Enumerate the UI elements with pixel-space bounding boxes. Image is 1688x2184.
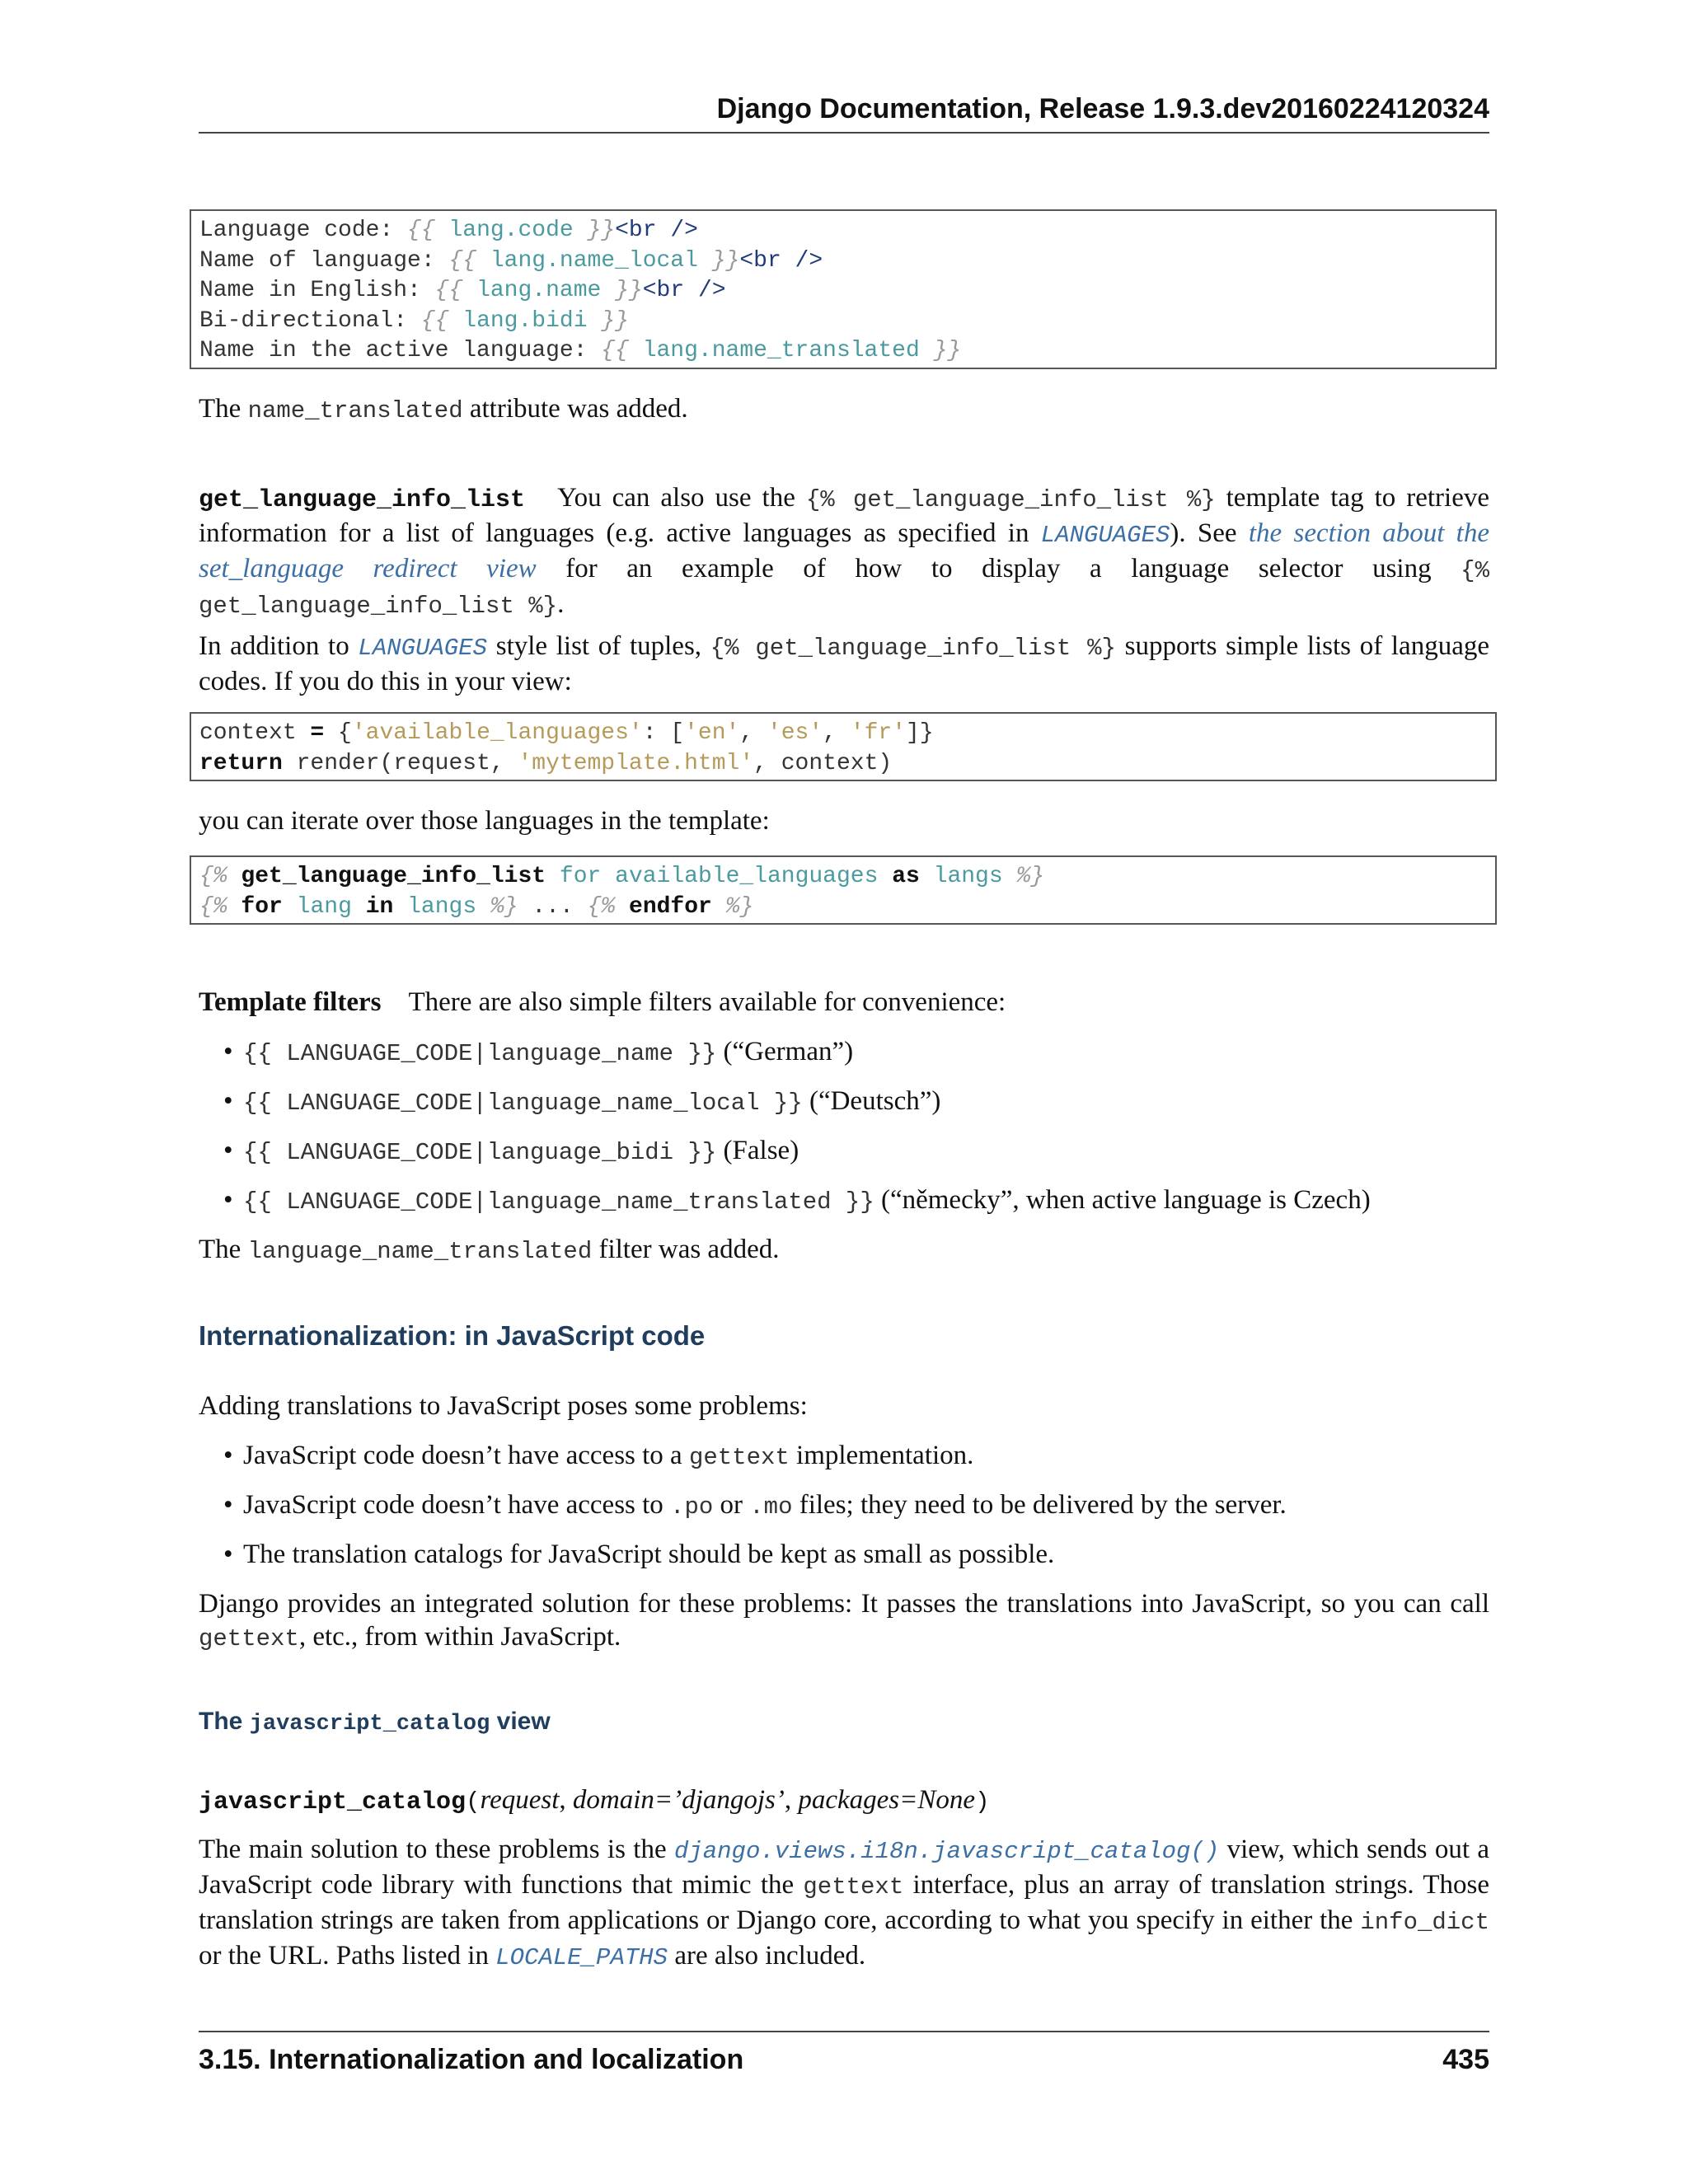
- page-footer: [199, 2031, 1489, 2075]
- filter-item: • {{ LANGUAGE_CODE|language_bidi }} (False): [223, 1136, 799, 1166]
- page-number: 435: [1442, 2044, 1489, 2075]
- problem-item: • JavaScript code doesn’t have access to a gettext implementation.: [223, 1441, 974, 1471]
- problem-item: • JavaScript code doesn’t have access to .po or .mo files; they need to be delivered by the server.: [223, 1490, 1287, 1521]
- main-solution-paragraph: The main solution to these problems is the django.views.i18n.javascript_catalog() view, which sends out a JavaScript code library with functions that mimic the gettext interface, plus an array of translation strings. Those translation strings are taken from applications or Django core, according to what you specify in either the info_dict or the URL. Paths listed in LOCALE_PATHS are also included.: [199, 1835, 1489, 1971]
- bullet-icon: •: [223, 1086, 233, 1116]
- set-language-redirect-link[interactable]: the section about the set_language redirect view: [199, 518, 1489, 583]
- code-block-template: {% get_language_info_list for available_languages as langs %} {% for lang in langs %} ... {% endfor %}: [190, 855, 1497, 925]
- languages-addition-paragraph: In addition to LANGUAGES style list of tuples, {% get_language_info_list %} supports simple lists of language codes. If you do this in your view:: [199, 631, 1489, 696]
- section-heading-javascript: Internationalization: in JavaScript code: [199, 1320, 706, 1351]
- problem-item: • The translation catalogs for JavaScript should be kept as small as possible.: [223, 1540, 1055, 1569]
- bullet-icon: •: [223, 1037, 233, 1066]
- bullet-icon: •: [223, 1540, 233, 1569]
- name-translated-note: The name_translated attribute was added.: [199, 394, 688, 424]
- subsection-heading-javascript-catalog: The javascript_catalog view: [199, 1708, 551, 1736]
- bullet-icon: •: [223, 1136, 233, 1165]
- javascript-catalog-link[interactable]: django.views.i18n.javascript_catalog(): [673, 1838, 1220, 1865]
- filter-added-note: The language_name_translated filter was added.: [199, 1235, 780, 1265]
- django-solution-paragraph: Django provides an integrated solution for these problems: It passes the translations into JavaScript, so you can call gettext, etc., from within JavaScript.: [199, 1589, 1489, 1652]
- bullet-icon: •: [223, 1185, 233, 1215]
- filter-item: • {{ LANGUAGE_CODE|language_name_local }} (“Deutsch”): [223, 1086, 941, 1117]
- code-block-language-info: Language code: {{ lang.code }}<br /> Name of language: {{ lang.name_local }}<br /> Name in English: {{ lang.name }}<br /> Bi-directional: {{ lang.bidi }} Name in the active language: {{ lang.name_translated }}: [190, 209, 1497, 369]
- filter-item: • {{ LANGUAGE_CODE|language_name_translated }} (“německy”, when active language is Czech): [223, 1185, 1371, 1216]
- footer-section-title: 3.15. Internationalization and localization: [199, 2044, 744, 2075]
- code-block-view: context = {'available_languages': ['en', 'es', 'fr']} return render(request, 'mytemplate.html', context): [190, 712, 1497, 781]
- function-signature: javascript_catalog(request, domain=’djangojs’, packages=None): [199, 1785, 990, 1816]
- get-language-info-list-paragraph: get_language_info_list You can also use the {% get_language_info_list %} template tag to retrieve information for a list of languages (e.g. active languages as specified in LANGUAGES). See the section about the set_language redirect view for an example of how to display a language selector using {% get_language_info_list %}.: [199, 483, 1489, 620]
- filter-item: • {{ LANGUAGE_CODE|language_name }} (“German”): [223, 1037, 854, 1067]
- term-template-filters: Template filters: [199, 987, 382, 1017]
- page-header: Django Documentation, Release 1.9.3.dev20160224120324: [199, 89, 1489, 134]
- problems-intro: Adding translations to JavaScript poses some problems:: [199, 1391, 808, 1421]
- bullet-icon: •: [223, 1441, 233, 1470]
- iterate-paragraph: you can iterate over those languages in the template:: [199, 806, 770, 836]
- languages-link[interactable]: LANGUAGES: [1040, 522, 1170, 549]
- bullet-icon: •: [223, 1490, 233, 1520]
- template-filters-paragraph: Template filters There are also simple filters available for convenience:: [199, 987, 1006, 1017]
- languages-link-2[interactable]: LANGUAGES: [358, 635, 488, 662]
- term-get-language-info-list: get_language_info_list: [199, 486, 526, 514]
- locale-paths-link[interactable]: LOCALE_PATHS: [495, 1944, 668, 1971]
